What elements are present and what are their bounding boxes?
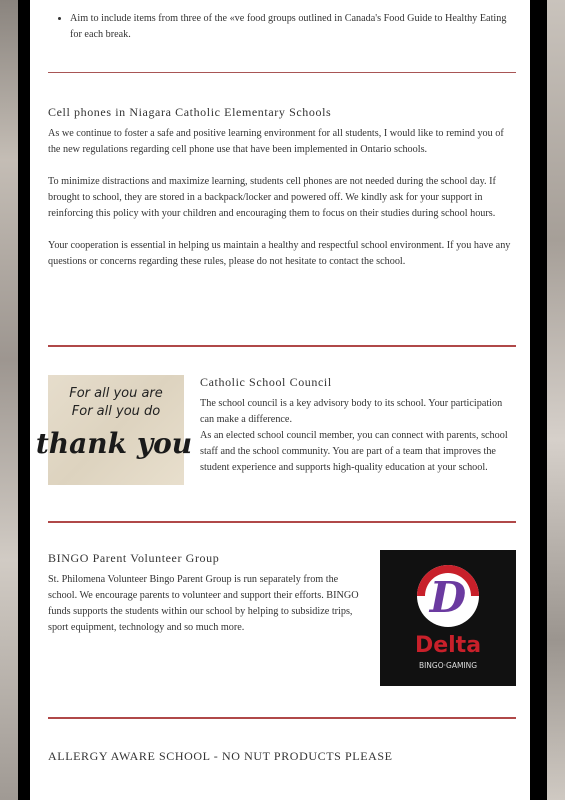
background-left: [0, 0, 18, 800]
cellphones-paragraph-1: As we continue to foster a safe and positive learning environment for all students, I would like to remind you of the new regulations regarding cell phone use that have been implemented in Ontario schools.: [48, 128, 504, 155]
bingo-section: [48, 550, 368, 636]
thank-you-line-3: thank you: [35, 427, 193, 460]
allergy-title: ALLERGY AWARE SCHOOL - NO NUT PRODUCTS PLEASE: [48, 749, 393, 763]
section-divider: [48, 345, 516, 347]
cellphones-title: Cell phones in Niagara Catholic Elementary Schools: [48, 105, 332, 119]
section-divider: [48, 521, 516, 523]
section-divider: [48, 717, 516, 719]
cellphones-paragraph-3: Your cooperation is essential in helping us maintain a healthy and respectful school environment. If you have any questions or concerns regarding these rules, please do not hesitate to contact the school.: [48, 240, 511, 267]
council-paragraph-2: As an elected school council member, you can connect with parents, school staff and the school community. You are part of a team that improves the student experience and supports high-quality education at your school.: [200, 430, 508, 473]
bingo-paragraph: St. Philomena Volunteer Bingo Parent Group is run separately from the school. We encourage parents to volunteer and support their efforts. BINGO funds supports the students within our school by helping to subsidize trips, sport equipment, technology and so much more.: [48, 574, 359, 633]
allergy-section: [48, 748, 518, 764]
background-right: [547, 0, 565, 800]
list-item: • Aim to include items from three of the «ve food groups outlined in Canada's Food Guide to Healthy Eating for each break.: [70, 11, 516, 43]
bingo-title: BINGO Parent Volunteer Group: [48, 551, 220, 565]
food-guide-bullet: [56, 11, 516, 43]
council-paragraph-1: The school council is a key advisory body to its school. Your participation can make a difference.: [200, 398, 503, 425]
council-title: Catholic School Council: [200, 375, 332, 389]
delta-logo-tagline: BINGO·GAMING: [418, 661, 478, 670]
newsletter-page: [30, 0, 530, 800]
delta-bingo-logo: [380, 550, 516, 686]
cellphones-paragraph-2: To minimize distractions and maximize learning, students cell phones are not needed during the school day. If brought to school, they are stored in a backpack/locker and powered off. We kindly ask for your support in reinforcing this policy with your children and encouraging them to focus on their studies during school hours.: [48, 176, 496, 219]
section-divider: [48, 72, 516, 73]
svg-text:D: D: [429, 573, 467, 622]
delta-logo-name: Delta: [414, 633, 482, 658]
cellphones-section: [48, 104, 518, 270]
thank-you-handwriting: [35, 375, 193, 485]
thank-you-line-2: For all you do: [71, 404, 161, 419]
thank-you-image: [35, 375, 193, 485]
delta-logo-graphic: [380, 550, 516, 686]
thank-you-line-1: For all you are: [69, 386, 163, 401]
council-section: [200, 374, 516, 476]
